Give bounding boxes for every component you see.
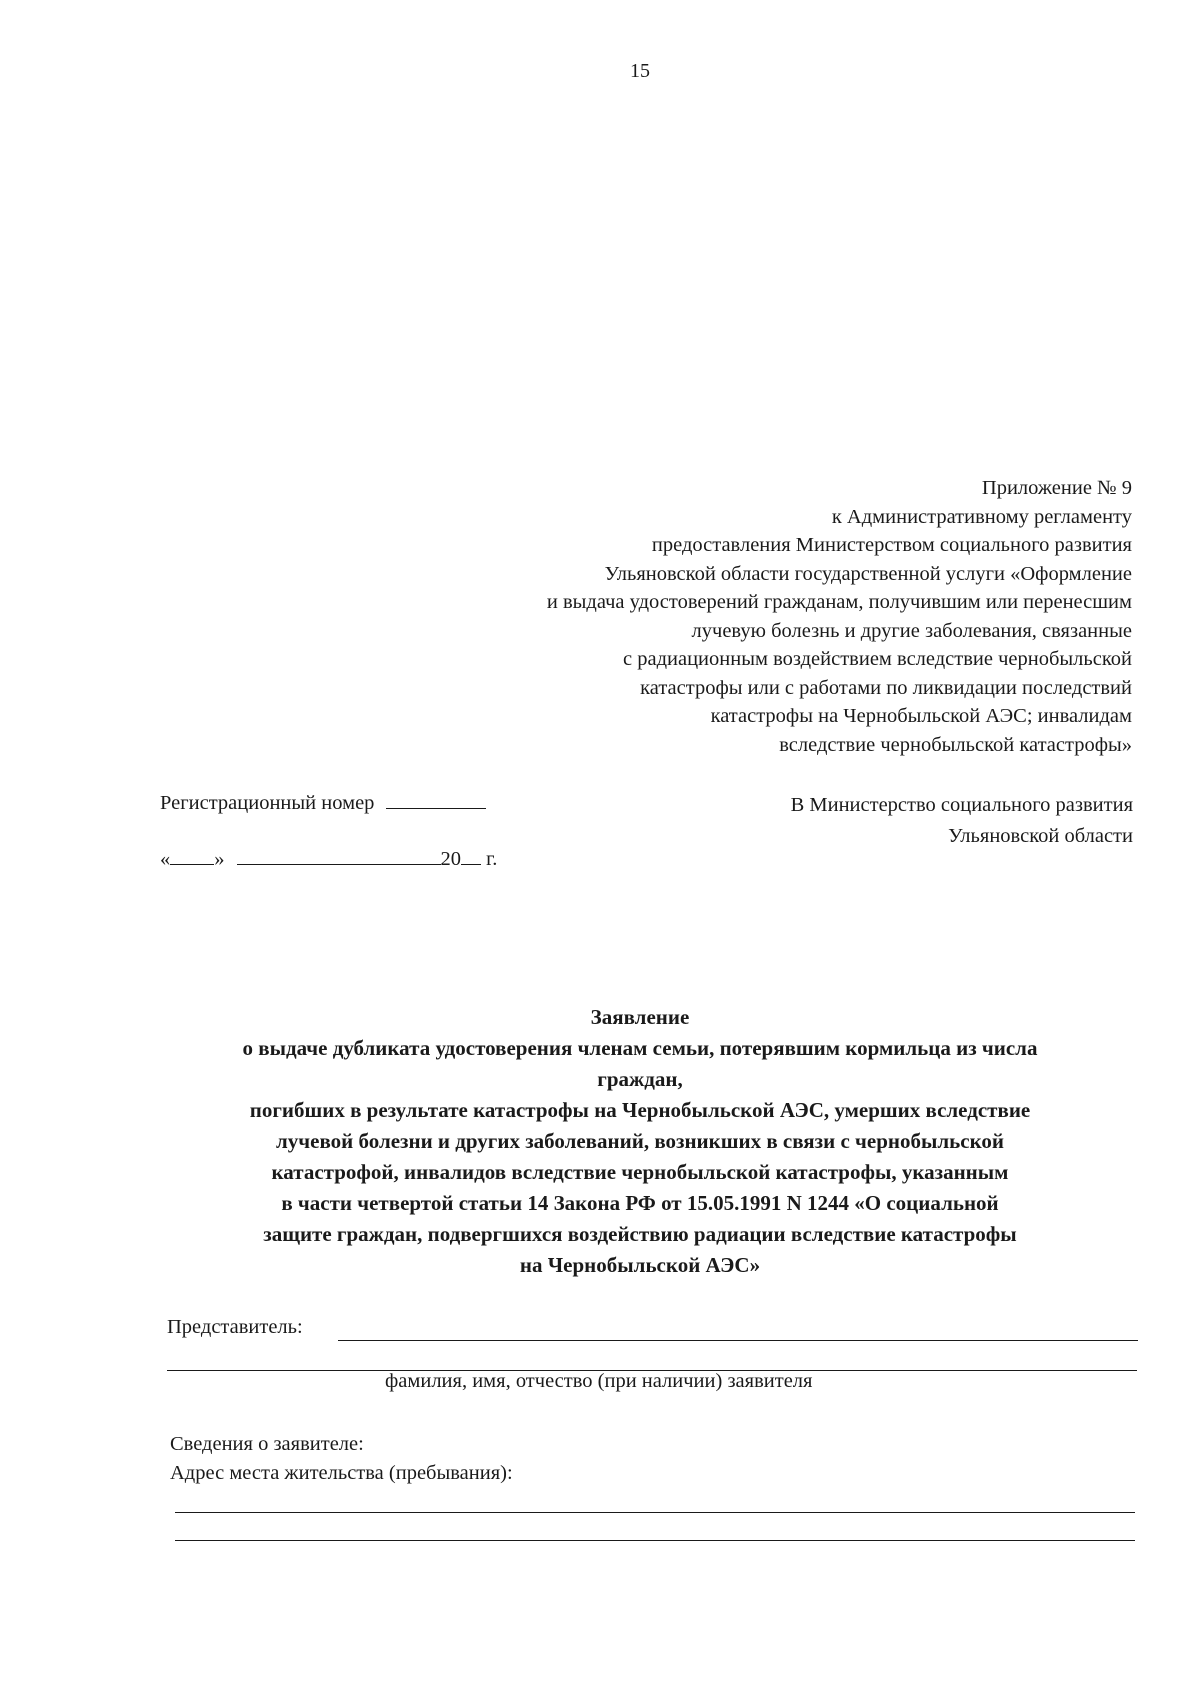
title-line: граждан, [597, 1067, 683, 1091]
registration-number-field[interactable] [386, 790, 486, 809]
date-open-quote: « [160, 848, 171, 870]
date-year-prefix: 20 [440, 848, 461, 870]
appendix-line: катастрофы или с работами по ликвидации последствий [640, 676, 1132, 699]
recipient-block [633, 790, 1133, 852]
title-line: лучевой болезни и других заболеваний, возникших в связи с чернобыльской [276, 1129, 1004, 1153]
representative-label: Представитель: [167, 1316, 303, 1338]
address-field-continued[interactable] [175, 1540, 1135, 1541]
appendix-line: Приложение № 9 [981, 477, 1132, 499]
document-title [150, 1002, 1130, 1281]
applicant-info-label: Сведения о заявителе: [170, 1433, 364, 1455]
date-day-field[interactable] [170, 846, 214, 865]
appendix-line: и выдача удостоверений гражданам, получившим или перенесшим [546, 591, 1132, 613]
date-year-suffix: г. [481, 848, 498, 870]
title-line: защите граждан, подвергшихся воздействию радиации вследствие катастрофы [263, 1222, 1017, 1246]
appendix-line: Ульяновской области государственной услуги «Оформление [604, 562, 1132, 585]
applicant-info-block [170, 1430, 513, 1488]
recipient-line: Ульяновской области [948, 825, 1133, 847]
recipient-line: В Министерство социального развития [790, 794, 1133, 816]
title-heading: Заявление [590, 1005, 690, 1029]
date-year-field[interactable] [461, 846, 481, 865]
registration-number-label: Регистрационный номер [160, 792, 375, 814]
appendix-line: лучевую болезнь и другие заболевания, связанные [691, 619, 1132, 642]
date-close-quote: » [214, 848, 225, 870]
page-number: 15 [630, 60, 650, 82]
date-month-field[interactable] [237, 846, 441, 865]
appendix-line: предоставления Министерством социального развития [651, 534, 1132, 556]
fio-caption: фамилия, имя, отчество (при наличии) заявителя [385, 1370, 813, 1392]
appendix-line: катастрофы на Чернобыльской АЭС; инвалидам [710, 705, 1132, 727]
address-field[interactable] [175, 1512, 1135, 1513]
title-line: катастрофой, инвалидов вследствие чернобыльской катастрофы, указанным [271, 1160, 1009, 1184]
registration-date-row [160, 846, 497, 871]
appendix-line: вследствие чернобыльской катастрофы» [779, 733, 1132, 756]
title-line: о выдаче дубликата удостоверения членам семьи, потерявшим кормильца из числа [242, 1036, 1038, 1060]
appendix-line: с радиационным воздействием вследствие чернобыльской [623, 648, 1132, 670]
title-line: на Чернобыльской АЭС» [519, 1253, 761, 1277]
title-line: в части четвертой статьи 14 Закона РФ от 15.05.1991 N 1244 «О социальной [281, 1191, 999, 1215]
representative-field[interactable] [338, 1340, 1138, 1341]
address-label: Адрес места жительства (пребывания): [170, 1462, 513, 1484]
title-line: погибших в результате катастрофы на Чернобыльской АЭС, умерших вследствие [249, 1098, 1031, 1122]
appendix-line: к Административному регламенту [831, 505, 1132, 528]
registration-number-row [160, 790, 486, 815]
appendix-header [412, 474, 1132, 759]
